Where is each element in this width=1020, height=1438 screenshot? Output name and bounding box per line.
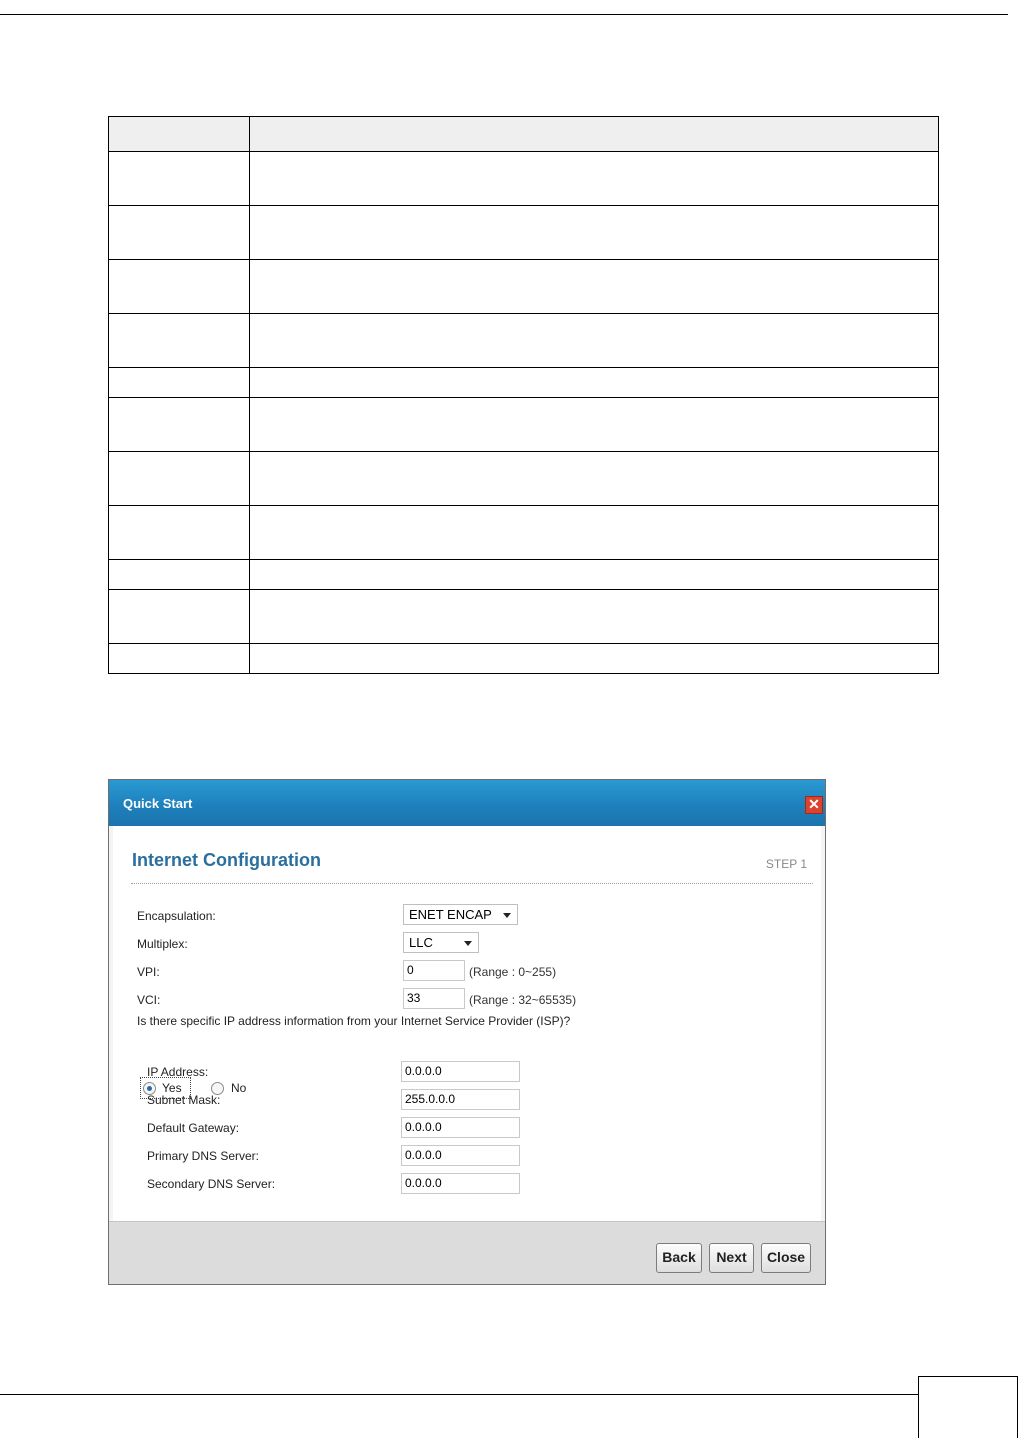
encapsulation-select[interactable] — [403, 904, 518, 925]
footer-rule — [0, 1394, 918, 1395]
close-button[interactable]: Close — [761, 1243, 811, 1273]
dialog-footer — [109, 1221, 825, 1284]
table-row — [109, 368, 939, 398]
multiplex-value: LLC — [409, 935, 433, 950]
header-rule — [0, 14, 1008, 15]
table-row — [109, 506, 939, 560]
secondary-dns-label: Secondary DNS Server: — [147, 1177, 276, 1191]
vpi-label: VPI: — [137, 965, 160, 979]
secondary-dns-input[interactable]: 0.0.0.0 — [401, 1173, 520, 1194]
close-icon[interactable]: ✕ — [805, 796, 823, 814]
table-row — [109, 452, 939, 506]
vpi-input[interactable]: 0 — [403, 960, 465, 981]
no-label[interactable]: No — [231, 1081, 247, 1095]
table-row — [109, 206, 939, 260]
dialog-titlebar — [109, 780, 825, 826]
vpi-range: (Range : 0~255) — [469, 965, 557, 979]
chevron-down-icon — [503, 913, 511, 918]
encapsulation-label: Encapsulation: — [137, 909, 216, 923]
quick-start-dialog — [108, 779, 826, 1285]
default-gateway-input[interactable]: 0.0.0.0 — [401, 1117, 520, 1138]
multiplex-label: Multiplex: — [137, 937, 188, 951]
table-row — [109, 644, 939, 674]
table-row — [109, 560, 939, 590]
subnet-mask-input[interactable]: 255.0.0.0 — [401, 1089, 520, 1110]
table-header-row — [109, 117, 939, 152]
page-number-box — [918, 1376, 1018, 1438]
step-indicator: STEP 1 — [765, 857, 807, 871]
yes-label[interactable]: Yes — [162, 1081, 182, 1095]
table-row — [109, 398, 939, 452]
vci-label: VCI: — [137, 993, 161, 1007]
subnet-mask-label: Subnet Mask: — [147, 1093, 221, 1107]
table-row — [109, 260, 939, 314]
vci-range: (Range : 32~65535) — [469, 993, 577, 1007]
next-button[interactable]: Next — [709, 1243, 754, 1273]
field-description-table — [108, 116, 939, 674]
multiplex-select[interactable] — [403, 932, 479, 953]
table-row — [109, 152, 939, 206]
default-gateway-label: Default Gateway: — [147, 1121, 240, 1135]
table-row — [109, 590, 939, 644]
isp-question: Is there specific IP address information from your Internet Service Provider (ISP)? — [137, 1014, 571, 1028]
primary-dns-input[interactable]: 0.0.0.0 — [401, 1145, 520, 1166]
dialog-title: Quick Start — [123, 796, 193, 811]
chevron-down-icon — [464, 941, 472, 946]
table-row — [109, 314, 939, 368]
vci-input[interactable]: 33 — [403, 988, 465, 1009]
ip-address-label: IP Address: — [147, 1065, 209, 1079]
back-button[interactable]: Back — [656, 1243, 702, 1273]
encapsulation-value: ENET ENCAP — [409, 907, 492, 922]
ip-address-input[interactable]: 0.0.0.0 — [401, 1061, 520, 1082]
section-title: Internet Configuration — [132, 850, 321, 870]
section-divider — [131, 883, 813, 884]
primary-dns-label: Primary DNS Server: — [147, 1149, 260, 1163]
